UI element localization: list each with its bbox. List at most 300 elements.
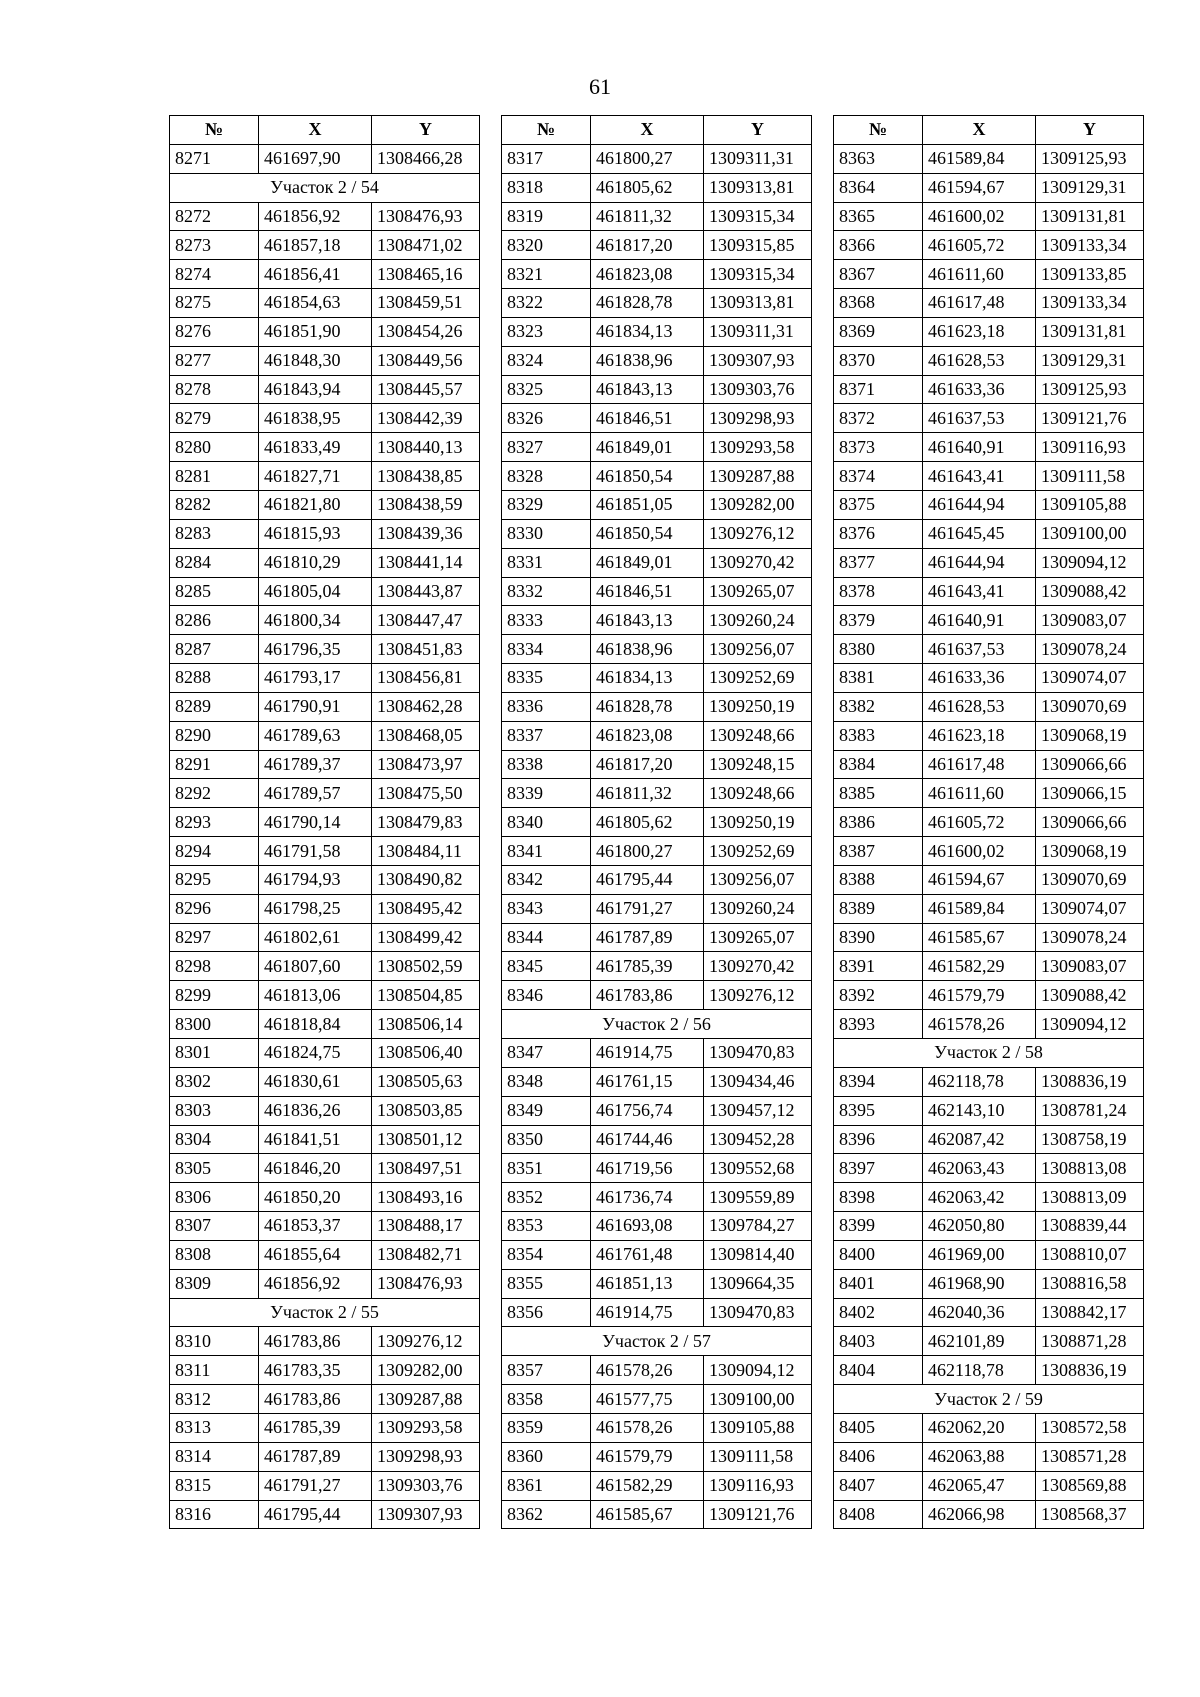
table-row xyxy=(834,981,1144,1010)
point-number: 8356 xyxy=(502,1298,591,1327)
header-x: X xyxy=(259,116,372,145)
x-coordinate: 461838,95 xyxy=(259,404,372,433)
y-coordinate: 1309256,07 xyxy=(704,635,812,664)
table-row xyxy=(170,317,480,346)
x-coordinate: 461805,62 xyxy=(591,173,704,202)
point-number: 8347 xyxy=(502,1039,591,1068)
table-row xyxy=(170,808,480,837)
x-coordinate: 461589,84 xyxy=(923,894,1036,923)
y-coordinate: 1309066,66 xyxy=(1036,808,1144,837)
table-row xyxy=(170,692,480,721)
table-row xyxy=(502,1154,812,1183)
y-coordinate: 1308482,71 xyxy=(372,1240,480,1269)
point-number: 8321 xyxy=(502,260,591,289)
table-row xyxy=(834,1096,1144,1125)
y-coordinate: 1308813,08 xyxy=(1036,1154,1144,1183)
y-coordinate: 1309248,66 xyxy=(704,779,812,808)
table-row xyxy=(834,202,1144,231)
x-coordinate: 461795,44 xyxy=(591,865,704,894)
y-coordinate: 1308816,58 xyxy=(1036,1269,1144,1298)
x-coordinate: 461851,90 xyxy=(259,317,372,346)
y-coordinate: 1309094,12 xyxy=(1036,1010,1144,1039)
x-coordinate: 461838,96 xyxy=(591,635,704,664)
table-row xyxy=(834,606,1144,635)
y-coordinate: 1309111,58 xyxy=(704,1442,812,1471)
point-number: 8288 xyxy=(170,664,259,693)
x-coordinate: 461594,67 xyxy=(923,865,1036,894)
x-coordinate: 461594,67 xyxy=(923,173,1036,202)
x-coordinate: 461644,94 xyxy=(923,548,1036,577)
y-coordinate: 1309125,93 xyxy=(1036,144,1144,173)
x-coordinate: 461813,06 xyxy=(259,981,372,1010)
point-number: 8312 xyxy=(170,1385,259,1414)
point-number: 8337 xyxy=(502,721,591,750)
x-coordinate: 461579,79 xyxy=(591,1442,704,1471)
table-row xyxy=(502,779,812,808)
point-number: 8363 xyxy=(834,144,923,173)
y-coordinate: 1309457,12 xyxy=(704,1096,812,1125)
y-coordinate: 1309066,15 xyxy=(1036,779,1144,808)
y-coordinate: 1308571,28 xyxy=(1036,1442,1144,1471)
x-coordinate: 461600,02 xyxy=(923,202,1036,231)
table-row xyxy=(502,865,812,894)
y-coordinate: 1309094,12 xyxy=(1036,548,1144,577)
y-coordinate: 1308842,17 xyxy=(1036,1298,1144,1327)
y-coordinate: 1309293,58 xyxy=(704,433,812,462)
point-number: 8313 xyxy=(170,1413,259,1442)
point-number: 8314 xyxy=(170,1442,259,1471)
table-row xyxy=(834,577,1144,606)
y-coordinate: 1309470,83 xyxy=(704,1039,812,1068)
table-row xyxy=(834,779,1144,808)
x-coordinate: 461791,27 xyxy=(259,1471,372,1500)
table-row xyxy=(502,1385,812,1414)
table-row xyxy=(502,837,812,866)
point-number: 8315 xyxy=(170,1471,259,1500)
point-number: 8332 xyxy=(502,577,591,606)
x-coordinate: 461761,15 xyxy=(591,1067,704,1096)
x-coordinate: 461811,32 xyxy=(591,202,704,231)
table-row xyxy=(834,231,1144,260)
x-coordinate: 461846,20 xyxy=(259,1154,372,1183)
y-coordinate: 1309470,83 xyxy=(704,1298,812,1327)
point-number: 8290 xyxy=(170,721,259,750)
y-coordinate: 1308839,44 xyxy=(1036,1212,1144,1241)
x-coordinate: 461578,26 xyxy=(591,1356,704,1385)
table-row xyxy=(834,346,1144,375)
x-coordinate: 461833,49 xyxy=(259,433,372,462)
table-row xyxy=(502,1500,812,1529)
point-number: 8345 xyxy=(502,952,591,981)
table-row xyxy=(170,577,480,606)
point-number: 8298 xyxy=(170,952,259,981)
y-coordinate: 1308836,19 xyxy=(1036,1067,1144,1096)
y-coordinate: 1309088,42 xyxy=(1036,981,1144,1010)
point-number: 8329 xyxy=(502,490,591,519)
point-number: 8355 xyxy=(502,1269,591,1298)
y-coordinate: 1309315,34 xyxy=(704,202,812,231)
x-coordinate: 461815,93 xyxy=(259,519,372,548)
table-row xyxy=(170,635,480,664)
point-number: 8328 xyxy=(502,462,591,491)
y-coordinate: 1309307,93 xyxy=(372,1500,480,1529)
y-coordinate: 1308476,93 xyxy=(372,202,480,231)
table-row xyxy=(170,144,480,173)
table-row xyxy=(834,635,1144,664)
y-coordinate: 1308813,09 xyxy=(1036,1183,1144,1212)
table-row xyxy=(502,1039,812,1068)
y-coordinate: 1308449,56 xyxy=(372,346,480,375)
y-coordinate: 1309078,24 xyxy=(1036,635,1144,664)
y-coordinate: 1308497,51 xyxy=(372,1154,480,1183)
y-coordinate: 1308466,28 xyxy=(372,144,480,173)
page-number: 61 xyxy=(589,74,611,99)
x-coordinate: 461637,53 xyxy=(923,404,1036,433)
x-coordinate: 461805,04 xyxy=(259,577,372,606)
y-coordinate: 1308442,39 xyxy=(372,404,480,433)
table-row xyxy=(834,721,1144,750)
point-number: 8297 xyxy=(170,923,259,952)
x-coordinate: 461611,60 xyxy=(923,260,1036,289)
table-row xyxy=(170,1413,480,1442)
table-row xyxy=(170,289,480,318)
point-number: 8378 xyxy=(834,577,923,606)
x-coordinate: 461643,41 xyxy=(923,462,1036,491)
x-coordinate: 461850,54 xyxy=(591,462,704,491)
table-row xyxy=(834,173,1144,202)
y-coordinate: 1308572,58 xyxy=(1036,1413,1144,1442)
point-number: 8299 xyxy=(170,981,259,1010)
table-row xyxy=(170,375,480,404)
x-coordinate: 462040,36 xyxy=(923,1298,1036,1327)
x-coordinate: 461793,17 xyxy=(259,664,372,693)
header-number: № xyxy=(502,116,591,145)
x-coordinate: 461787,89 xyxy=(591,923,704,952)
x-coordinate: 461605,72 xyxy=(923,231,1036,260)
point-number: 8309 xyxy=(170,1269,259,1298)
table-row xyxy=(834,490,1144,519)
y-coordinate: 1309068,19 xyxy=(1036,837,1144,866)
point-number: 8310 xyxy=(170,1327,259,1356)
point-number: 8392 xyxy=(834,981,923,1010)
x-coordinate: 461846,51 xyxy=(591,577,704,606)
point-number: 8322 xyxy=(502,289,591,318)
table-row xyxy=(834,1327,1144,1356)
y-coordinate: 1308781,24 xyxy=(1036,1096,1144,1125)
x-coordinate: 461843,13 xyxy=(591,375,704,404)
y-coordinate: 1309260,24 xyxy=(704,894,812,923)
point-number: 8271 xyxy=(170,144,259,173)
point-number: 8320 xyxy=(502,231,591,260)
point-number: 8305 xyxy=(170,1154,259,1183)
y-coordinate: 1308506,14 xyxy=(372,1010,480,1039)
x-coordinate: 461744,46 xyxy=(591,1125,704,1154)
x-coordinate: 461830,61 xyxy=(259,1067,372,1096)
table-row xyxy=(502,548,812,577)
point-number: 8352 xyxy=(502,1183,591,1212)
table-row xyxy=(170,548,480,577)
table-row xyxy=(502,1240,812,1269)
point-number: 8283 xyxy=(170,519,259,548)
point-number: 8300 xyxy=(170,1010,259,1039)
x-coordinate: 461578,26 xyxy=(591,1413,704,1442)
x-coordinate: 461851,13 xyxy=(591,1269,704,1298)
x-coordinate: 461645,45 xyxy=(923,519,1036,548)
y-coordinate: 1309070,69 xyxy=(1036,692,1144,721)
y-coordinate: 1309116,93 xyxy=(1036,433,1144,462)
x-coordinate: 461719,56 xyxy=(591,1154,704,1183)
table-row xyxy=(502,173,812,202)
table-row xyxy=(170,1471,480,1500)
table-row xyxy=(502,635,812,664)
point-number: 8326 xyxy=(502,404,591,433)
point-number: 8359 xyxy=(502,1413,591,1442)
point-number: 8295 xyxy=(170,865,259,894)
section-title: Участок 2 / 58 xyxy=(834,1039,1144,1068)
point-number: 8374 xyxy=(834,462,923,491)
x-coordinate: 461800,27 xyxy=(591,144,704,173)
point-number: 8302 xyxy=(170,1067,259,1096)
point-number: 8348 xyxy=(502,1067,591,1096)
y-coordinate: 1309814,40 xyxy=(704,1240,812,1269)
table-row xyxy=(170,721,480,750)
x-coordinate: 461794,93 xyxy=(259,865,372,894)
y-coordinate: 1309315,34 xyxy=(704,260,812,289)
table-row xyxy=(502,1125,812,1154)
x-coordinate: 461785,39 xyxy=(259,1413,372,1442)
table-row xyxy=(834,1269,1144,1298)
section-row xyxy=(502,1327,812,1356)
point-number: 8273 xyxy=(170,231,259,260)
point-number: 8373 xyxy=(834,433,923,462)
section-title: Участок 2 / 59 xyxy=(834,1385,1144,1414)
table-row xyxy=(170,1154,480,1183)
table-row xyxy=(170,519,480,548)
point-number: 8389 xyxy=(834,894,923,923)
table-row xyxy=(834,1471,1144,1500)
point-number: 8316 xyxy=(170,1500,259,1529)
point-number: 8382 xyxy=(834,692,923,721)
x-coordinate: 461817,20 xyxy=(591,231,704,260)
point-number: 8342 xyxy=(502,865,591,894)
table-row xyxy=(834,433,1144,462)
section-title: Участок 2 / 54 xyxy=(170,173,480,202)
y-coordinate: 1308758,19 xyxy=(1036,1125,1144,1154)
point-number: 8327 xyxy=(502,433,591,462)
x-coordinate: 461582,29 xyxy=(923,952,1036,981)
y-coordinate: 1308488,17 xyxy=(372,1212,480,1241)
table-row xyxy=(834,865,1144,894)
x-coordinate: 461787,89 xyxy=(259,1442,372,1471)
point-number: 8341 xyxy=(502,837,591,866)
x-coordinate: 461810,29 xyxy=(259,548,372,577)
y-coordinate: 1308836,19 xyxy=(1036,1356,1144,1385)
point-number: 8277 xyxy=(170,346,259,375)
y-coordinate: 1308468,05 xyxy=(372,721,480,750)
x-coordinate: 461644,94 xyxy=(923,490,1036,519)
point-number: 8319 xyxy=(502,202,591,231)
table-row xyxy=(170,1442,480,1471)
point-number: 8291 xyxy=(170,750,259,779)
y-coordinate: 1308447,47 xyxy=(372,606,480,635)
y-coordinate: 1309434,46 xyxy=(704,1067,812,1096)
header-number: № xyxy=(834,116,923,145)
y-coordinate: 1309276,12 xyxy=(704,981,812,1010)
point-number: 8400 xyxy=(834,1240,923,1269)
x-coordinate: 461783,86 xyxy=(591,981,704,1010)
point-number: 8276 xyxy=(170,317,259,346)
y-coordinate: 1308471,02 xyxy=(372,231,480,260)
section-row xyxy=(834,1039,1144,1068)
table-row xyxy=(834,1356,1144,1385)
table-row xyxy=(834,260,1144,289)
point-number: 8362 xyxy=(502,1500,591,1529)
table-row xyxy=(502,404,812,433)
point-number: 8343 xyxy=(502,894,591,923)
x-coordinate: 461811,32 xyxy=(591,779,704,808)
point-number: 8369 xyxy=(834,317,923,346)
table-row xyxy=(834,1298,1144,1327)
x-coordinate: 461756,74 xyxy=(591,1096,704,1125)
y-coordinate: 1309252,69 xyxy=(704,837,812,866)
header-number: № xyxy=(170,116,259,145)
x-coordinate: 462063,42 xyxy=(923,1183,1036,1212)
table-row xyxy=(170,779,480,808)
point-number: 8286 xyxy=(170,606,259,635)
x-coordinate: 461643,41 xyxy=(923,577,1036,606)
y-coordinate: 1309074,07 xyxy=(1036,894,1144,923)
table-row xyxy=(502,289,812,318)
table-row xyxy=(502,462,812,491)
x-coordinate: 461605,72 xyxy=(923,808,1036,837)
point-number: 8307 xyxy=(170,1212,259,1241)
point-number: 8306 xyxy=(170,1183,259,1212)
table-row xyxy=(502,1442,812,1471)
y-coordinate: 1309078,24 xyxy=(1036,923,1144,952)
y-coordinate: 1309287,88 xyxy=(704,462,812,491)
x-coordinate: 461617,48 xyxy=(923,750,1036,779)
y-coordinate: 1309311,31 xyxy=(704,144,812,173)
point-number: 8287 xyxy=(170,635,259,664)
table-row xyxy=(170,1385,480,1414)
x-coordinate: 461846,51 xyxy=(591,404,704,433)
table-row xyxy=(502,577,812,606)
y-coordinate: 1309250,19 xyxy=(704,808,812,837)
x-coordinate: 461628,53 xyxy=(923,692,1036,721)
x-coordinate: 461585,67 xyxy=(591,1500,704,1529)
y-coordinate: 1309452,28 xyxy=(704,1125,812,1154)
x-coordinate: 461800,27 xyxy=(591,837,704,866)
table-row xyxy=(170,1240,480,1269)
x-coordinate: 461693,08 xyxy=(591,1212,704,1241)
y-coordinate: 1308473,97 xyxy=(372,750,480,779)
x-coordinate: 461834,13 xyxy=(591,664,704,693)
table-row xyxy=(502,260,812,289)
point-number: 8311 xyxy=(170,1356,259,1385)
table-row xyxy=(502,231,812,260)
y-coordinate: 1309133,85 xyxy=(1036,260,1144,289)
x-coordinate: 461640,91 xyxy=(923,606,1036,635)
table-row xyxy=(502,1096,812,1125)
table-row xyxy=(170,1269,480,1298)
table-row xyxy=(834,317,1144,346)
x-coordinate: 461736,74 xyxy=(591,1183,704,1212)
y-coordinate: 1308479,83 xyxy=(372,808,480,837)
table-row xyxy=(502,1356,812,1385)
table-row xyxy=(834,952,1144,981)
x-coordinate: 461783,35 xyxy=(259,1356,372,1385)
x-coordinate: 461834,13 xyxy=(591,317,704,346)
y-coordinate: 1308495,42 xyxy=(372,894,480,923)
y-coordinate: 1309311,31 xyxy=(704,317,812,346)
y-coordinate: 1308459,51 xyxy=(372,289,480,318)
table-row xyxy=(502,1067,812,1096)
table-row xyxy=(502,317,812,346)
x-coordinate: 462063,43 xyxy=(923,1154,1036,1183)
point-number: 8274 xyxy=(170,260,259,289)
y-coordinate: 1309248,66 xyxy=(704,721,812,750)
point-number: 8408 xyxy=(834,1500,923,1529)
point-number: 8375 xyxy=(834,490,923,519)
x-coordinate: 461579,79 xyxy=(923,981,1036,1010)
y-coordinate: 1309070,69 xyxy=(1036,865,1144,894)
x-coordinate: 461791,58 xyxy=(259,837,372,866)
point-number: 8381 xyxy=(834,664,923,693)
point-number: 8396 xyxy=(834,1125,923,1154)
y-coordinate: 1309252,69 xyxy=(704,664,812,693)
y-coordinate: 1308439,36 xyxy=(372,519,480,548)
table-row xyxy=(834,404,1144,433)
point-number: 8395 xyxy=(834,1096,923,1125)
table-row xyxy=(834,1010,1144,1039)
x-coordinate: 462118,78 xyxy=(923,1067,1036,1096)
table-row xyxy=(170,490,480,519)
table-row xyxy=(170,1183,480,1212)
point-number: 8391 xyxy=(834,952,923,981)
table-row xyxy=(170,404,480,433)
y-coordinate: 1309260,24 xyxy=(704,606,812,635)
point-number: 8380 xyxy=(834,635,923,664)
point-number: 8394 xyxy=(834,1067,923,1096)
x-coordinate: 461843,94 xyxy=(259,375,372,404)
y-coordinate: 1309303,76 xyxy=(704,375,812,404)
y-coordinate: 1309303,76 xyxy=(372,1471,480,1500)
y-coordinate: 1308462,28 xyxy=(372,692,480,721)
point-number: 8354 xyxy=(502,1240,591,1269)
point-number: 8350 xyxy=(502,1125,591,1154)
table-row xyxy=(834,1212,1144,1241)
y-coordinate: 1308504,85 xyxy=(372,981,480,1010)
y-coordinate: 1309105,88 xyxy=(1036,490,1144,519)
x-coordinate: 462118,78 xyxy=(923,1356,1036,1385)
y-coordinate: 1309133,34 xyxy=(1036,231,1144,260)
table-row xyxy=(834,1500,1144,1529)
x-coordinate: 461633,36 xyxy=(923,375,1036,404)
table-row xyxy=(170,231,480,260)
x-coordinate: 461857,18 xyxy=(259,231,372,260)
y-coordinate: 1309088,42 xyxy=(1036,577,1144,606)
x-coordinate: 461828,78 xyxy=(591,692,704,721)
y-coordinate: 1309121,76 xyxy=(1036,404,1144,433)
section-title: Участок 2 / 57 xyxy=(502,1327,812,1356)
point-number: 8325 xyxy=(502,375,591,404)
y-coordinate: 1308438,85 xyxy=(372,462,480,491)
point-number: 8338 xyxy=(502,750,591,779)
x-coordinate: 461798,25 xyxy=(259,894,372,923)
table-row xyxy=(502,1413,812,1442)
coordinates-table-3 xyxy=(833,115,1144,1529)
point-number: 8346 xyxy=(502,981,591,1010)
